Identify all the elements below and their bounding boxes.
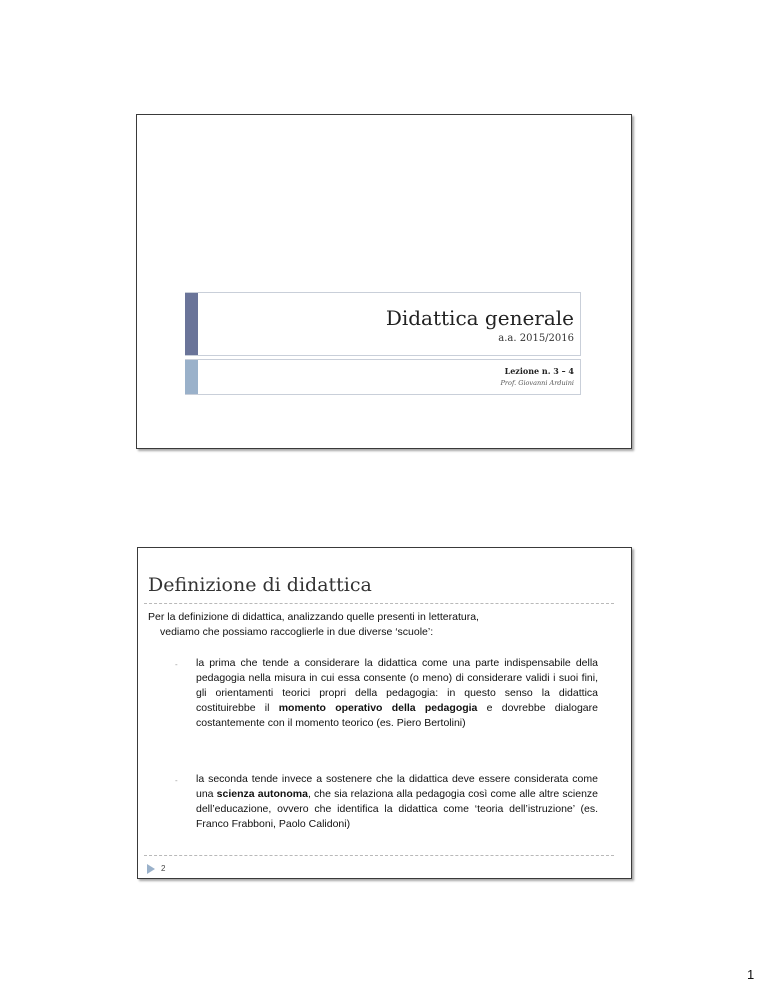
intro-line-1: Per la definizione di didattica, analizzando quelle presenti in letteratura, — [148, 611, 479, 623]
bullet-1 — [196, 656, 598, 731]
page-number: 1 — [747, 967, 755, 982]
slide-number: 2 — [161, 864, 166, 873]
bullet-1-bold: momento operativo della pedagogia — [278, 702, 478, 714]
intro-paragraph — [148, 610, 618, 640]
triangle-bullet-icon — [147, 864, 155, 874]
intro-line-2: vediamo che possiamo raccoglierle in due diverse ‘scuole’: — [160, 626, 434, 638]
slide-title — [136, 114, 632, 449]
heading-divider — [144, 603, 614, 604]
bullet-1-text-before: la prima che tende a considerare la didattica come una parte indispensabile della pedagogia nella misura in cui essa consente (o meno) di considerare validi i suoi fini, gli orientamenti teorici propri della pedagogia: in questo senso la didattica costituirebbe il — [196, 657, 598, 714]
footer-divider — [144, 855, 614, 856]
bullet-2 — [196, 772, 598, 832]
bullet-2-text-after: , che sia relaziona alla pedagogia così come alle altre scienze dell’educazione, ovvero che identifica la didattica come ‘teoria dell’istruzione’ (es. Franco Frabboni, Paolo Calidoni) — [196, 788, 598, 830]
bullet-marker-1: - — [175, 660, 178, 669]
course-title: Didattica generale — [385, 306, 574, 330]
title-band — [185, 292, 581, 356]
bullet-2-text-before: la seconda tende invece a sostenere che la didattica deve essere considerata come una — [196, 773, 598, 800]
bullet-2-bold: scienza autonoma — [216, 788, 308, 800]
subtitle-band — [185, 359, 581, 395]
subtitle-accent-bar — [185, 360, 198, 394]
professor-name: Prof. Giovanni Arduini — [500, 379, 574, 387]
title-accent-bar — [185, 293, 198, 355]
bullet-1-text-after: e dovrebbe dialogare costantemente con il momento teorico (es. Piero Bertolini) — [196, 702, 598, 729]
bullet-marker-2: - — [175, 776, 178, 785]
slide-definition — [137, 547, 632, 879]
slide-heading: Definizione di didattica — [148, 574, 372, 596]
academic-year: a.a. 2015/2016 — [498, 333, 574, 344]
lesson-number: Lezione n. 3 – 4 — [504, 366, 574, 376]
